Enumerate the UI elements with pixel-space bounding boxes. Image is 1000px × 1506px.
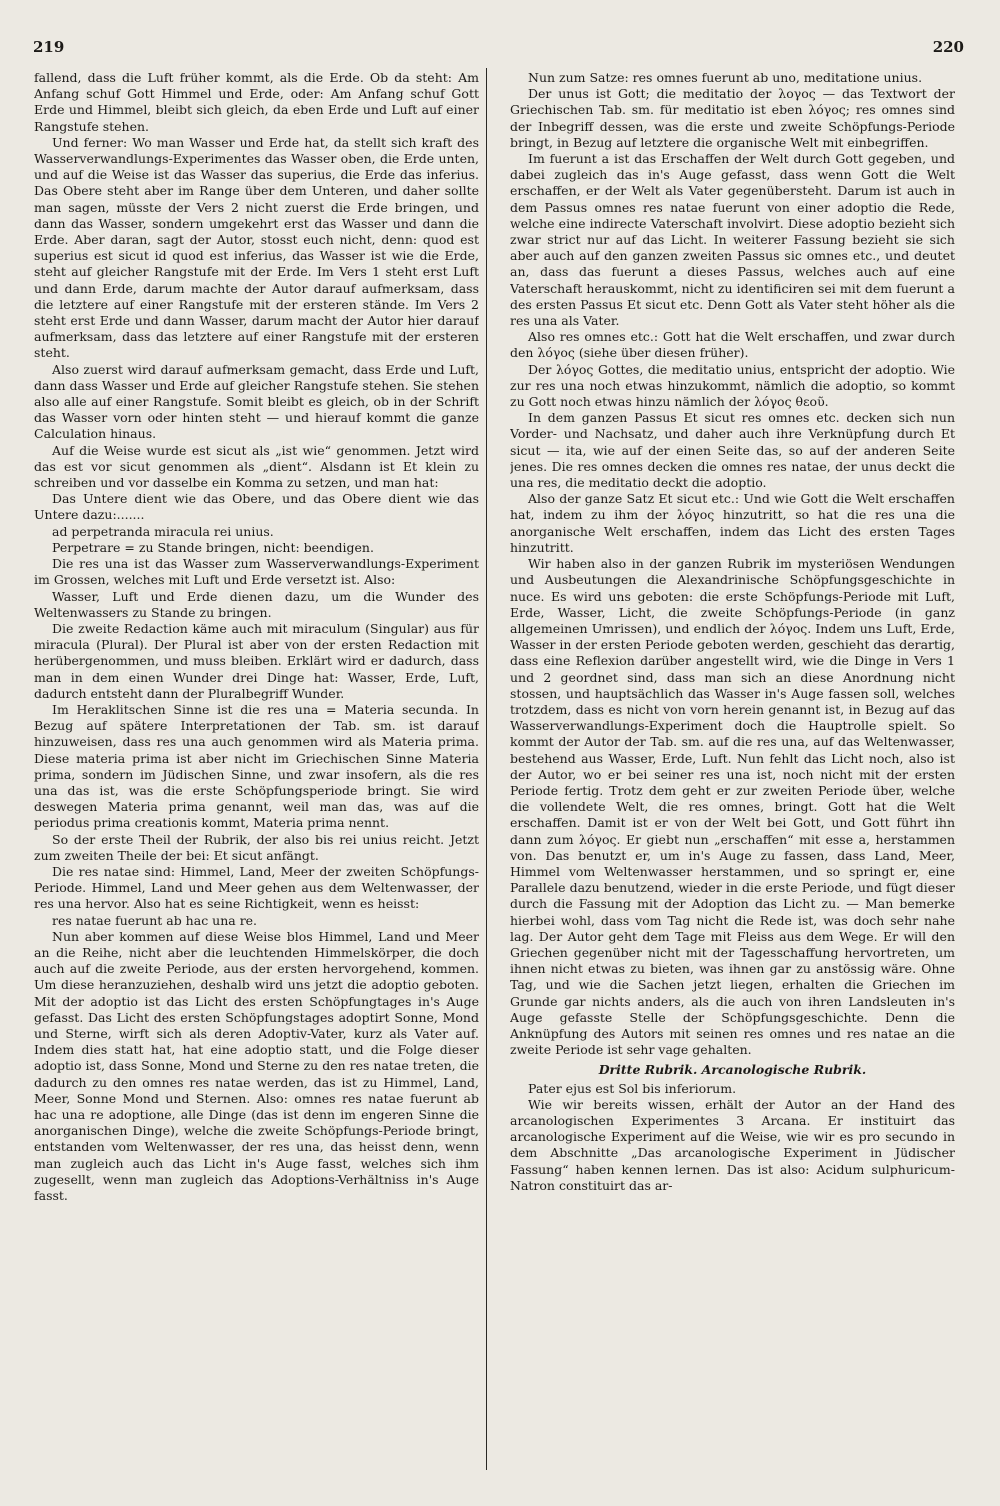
paragraph: Im fuerunt a ist das Erschaffen der Welt durch Gott gegeben, und dabei zugleich das in's Auge gefasst, dass wenn Gott die Welt erschaffen, er der Welt als Vater gegenübersteht. Darum ist auch in dem Passus omnes res natae fuerunt von einer adoptio die Rede, welche eine indirecte Vaterschaft involvirt. Diese adoptio bezieht sich zwar strict nur auf das Licht. In weiterer Fassung bezieht sie sich aber auch auf den ganzen zweiten Passus sic omnes etc., und deutet an, dass das fuerunt a dieses Passus, welches auch auf eine Vaterschaft herauskommt, nicht zu identificiren sei mit dem fuerunt a des ersten Passus Et sicut etc. Denn Gott als Vater steht höher als die res una als Vater.: [510, 151, 955, 329]
paragraph: ad perpetranda miracula rei unius.: [52, 523, 274, 539]
paragraph: Auf die Weise wurde est sicut als „ist wie“ genommen. Jetzt wird das est vor sicut genommen als „dient“. Alsdann ist Et klein zu schreiben und vor dasselbe ein Komma zu setzen, und man hat:: [34, 442, 479, 491]
paragraph: fallend, dass die Luft früher kommt, als die Erde. Ob da steht: Am Anfang schuf Gott Himmel und Erde, oder: Am Anfang schuf Gott Erde und Himmel, bleibt sich gleich, da eben Erde und Luft auf einer Rangstufe stehen.: [34, 70, 479, 134]
page-number-left: 219: [33, 38, 65, 56]
paragraph: Im Heraklitschen Sinne ist die res una = Materia secunda. In Bezug auf spätere Interpretationen der Tab. sm. ist darauf hinzuweisen, dass res una auch genommen wird als Materia prima. Diese materia prima ist aber nicht im Griechischen Sinne Materia prima, sondern im Jüdischen Sinne, und zwar insofern, als die res una das ist, was die erste Schöpfungsperiode bringt. Sie wird deswegen Materia prima genannt, weil man das, was auf die periodus prima creationis kommt, Materia prima nennt.: [34, 701, 479, 831]
paragraph: Wir haben also in der ganzen Rubrik im mysteriösen Wendungen und Ausbeutungen die Alexandrinische Schöpfungsgeschichte in nuce. Es wird uns geboten: die erste Schöpfungs-Periode mit Luft, Erde, Wasser, Licht, die zweite Schöpfungs-Periode (in ganz allgemeinen Umrissen), und endlich der λόγος. Indem uns Luft, Erde, Wasser in der ersten Periode geboten werden, geschieht das derartig, dass eine Reflexion darüber angestellt wird, wie die Dinge in Vers 1 und 2 geordnet sind, dass man sich an diese Anordnung nicht stossen, und hauptsächlich das Wasser in's Auge fassen soll, welches trotzdem, dass es nicht von vorn herein genannt ist, in Bezug auf das Wasserverwandlungs-Experiment doch die Hauptrolle spielt. So kommt der Autor der Tab. sm. auf die res una, auf das Weltenwasser, bestehend aus Wasser, Erde, Luft. Nun fehlt das Licht noch, also ist der Autor, wo er bei seiner res una ist, noch nicht mit der ersten Periode fertig. Trotz dem geht er zur zweiten Periode über, welche die vollendete Welt, die res omnes, bringt. Gott hat die Welt erschaffen. Damit ist er von der Welt bei Gott, und Gott führt ihn dann zum λόγος. Er giebt nun „erschaffen“ mit esse a, herstammen von. Das benutzt er, um in's Auge zu fassen, dass Land, Meer, Himmel vom Weltenwasser herstammen, und so springt er, eine Parallele dazu benutzend, wieder in die erste Periode, und fügt dieser durch die Fassung mit der Adoption das Licht zu. — Man bemerke hierbei wohl, dass vom Tag nicht die Rede ist, was doch sehr nahe lag. Der Autor geht dem Tage mit Fleiss aus dem Wege. Er will den Griechen gegenüber nicht mit der Tagesschaffung hervortreten, um ihnen nicht etwas zu bieten, was ihnen gar zu anstössig wäre. Ohne Tag, und wie die Sachen jetzt liegen, erhalten die Griechen im Grunde gar nichts anders, als die auch von ihren Landsleuten in's Auge gefasste Stelle der Schöpfungsgeschichte. Denn die Anknüpfung des Autors mit seinen res omnes und res natae an die zweite Periode ist sehr vage gehalten.: [510, 556, 955, 1058]
paragraph: Nun aber kommen auf diese Weise blos Himmel, Land und Meer an die Reihe, nicht aber die leuchtenden Himmelskörper, die doch auch auf die zweite Periode, aus der ersten hervorgehend, kommen. Um diese heranzuziehen, deshalb wird uns jetzt die adoptio geboten. Mit der adoptio ist das Licht des ersten Schöpfungtages in's Auge gefasst. Das Licht des ersten Schöpfungstages adoptirt Sonne, Mond und Sterne, wirft sich als deren Adoptiv-Vater, kurz als Vater auf. Indem dies statt hat, hat eine adoptio statt, und die Folge dieser adoptio ist, dass Sonne, Mond und Sterne zu den res natae treten, die dadurch zu den omnes res natae werden, das ist zu Himmel, Land, Meer, Sonne Mond und Sternen. Also: omnes res natae fuerunt ab hac una re adoptione, alle Dinge (das ist denn im engeren Sinne die anorganischen Dinge), welche die zweite Schöpfungs-Periode bringt, entstanden vom Weltenwasser, der res una, das heisst denn, wenn man zugleich auch das Licht in's Auge fasst, welches sich ihm zugesellt, wenn man zugleich das Adoptions-Verhältniss in's Auge fasst.: [34, 928, 479, 1204]
paragraph: Also zuerst wird darauf aufmerksam gemacht, dass Erde und Luft, dann dass Wasser und Erde auf gleicher Rangstufe stehen. Sie stehen also alle auf einer Rangstufe. Somit bleibt es gleich, ob in der Schrift das Wasser vorn oder hinten steht — und hierauf kommt die ganze Calculation hinaus.: [34, 361, 479, 442]
section-heading: Dritte Rubrik. Arcanologische Rubrik.: [598, 1062, 867, 1078]
paragraph: Wasser, Luft und Erde dienen dazu, um die Wunder des Weltenwassers zu Stande zu bringen.: [34, 588, 479, 620]
paragraph: Das Untere dient wie das Obere, und das Obere dient wie das Untere dazu:.......: [34, 491, 479, 523]
paragraph: Also res omnes etc.: Gott hat die Welt erschaffen, und zwar durch den λόγος (siehe über diesen früher).: [510, 329, 955, 361]
paragraph: Und ferner: Wo man Wasser und Erde hat, da stellt sich kraft des Wasserverwandlungs-Experimentes das Wasser oben, die Erde unten, und auf die Weise ist das Wasser das superius, die Erde das inferius. Das Obere steht aber im Range über dem Unteren, und daher sollte man sagen, müsste der Vers 2 nicht zuerst die Erde bringen, und dann das Wasser, sondern umgekehrt erst das Wasser und dann die Erde. Aber daran, sagt der Autor, stosst euch nicht, denn: quod est superius est sicut id quod est inferius, das Wasser ist wie die Erde, steht auf gleicher Rangstufe mit der Erde. Im Vers 1 steht erst Luft und dann Erde, darum machte der Autor darauf aufmerksam, dass die letztere auf einer Rangstufe mit der ersteren stände. Im Vers 2 steht erst Erde und dann Wasser, darum macht der Autor hier darauf aufmerksam, dass das letztere auf einer Rangstufe mit der ersteren steht.: [34, 134, 479, 361]
paragraph: Der λόγος Gottes, die meditatio unius, entspricht der adoptio. Wie zur res una noch etwas hinzukommt, nämlich die adoptio, so kommt zu Gott noch etwas hinzu nämlich der λόγος θεοῦ.: [510, 361, 955, 410]
paragraph: Die res natae sind: Himmel, Land, Meer der zweiten Schöpfungs-Periode. Himmel, Land und Meer gehen aus dem Weltenwasser, der res una hervor. Also hat es seine Richtigkeit, wenn es heisst:: [34, 863, 479, 912]
paragraph: Nun zum Satze: res omnes fuerunt ab uno, meditatione unius.: [528, 70, 923, 85]
page-number-right: 220: [932, 38, 964, 56]
left-column: [34, 70, 479, 1482]
paragraph: In dem ganzen Passus Et sicut res omnes etc. decken sich nun Vorder- und Nachsatz, und daher auch ihre Verknüpfung durch Et sicut — ita, wie auf der einen Seite das, so auf der anderen Seite jenes. Die res omnes decken die omnes res natae, der unus deckt die una res, die meditatio deckt die adoptio.: [510, 410, 955, 491]
paragraph: Pater ejus est Sol bis inferiorum.: [528, 1080, 737, 1096]
paragraph: Die zweite Redaction käme auch mit miraculum (Singular) aus für miracula (Plural). Der Plural ist aber von der ersten Redaction mit herübergenommen, und muss bleiben. Erklärt wird er dadurch, dass man in dem einen Wunder drei Dinge hat: Wasser, Erde, Luft, dadurch entsteht dann der Pluralbegriff Wunder.: [34, 620, 479, 701]
paragraph: Wie wir bereits wissen, erhält der Autor an der Hand des arcanologischen Experimentes 3 Arcana. Er instituirt das arcanologische Experiment auf die Weise, wie wir es pro secundo in dem Abschnitte „Das arcanologische Experiment in Jüdischer Fassung“ haben kennen lernen. Das ist also: Acidum sulphuricum-Natron constituirt das ar-: [510, 1096, 955, 1193]
paragraph: So der erste Theil der Rubrik, der also bis rei unius reicht. Jetzt zum zweiten Theile der bei: Et sicut anfängt.: [34, 831, 479, 863]
paragraph: Der unus ist Gott; die meditatio der λογος — das Textwort der Griechischen Tab. sm. für meditatio ist eben λόγος; res omnes sind der Inbegriff dessen, was die erste und zweite Schöpfungs-Periode bringt, in Bezug auf letztere die organische Welt mit einbegriffen.: [510, 86, 955, 150]
column-divider: [486, 68, 487, 1470]
right-column: [510, 70, 955, 1482]
paragraph: Perpetrare = zu Stande bringen, nicht: beendigen.: [52, 539, 374, 555]
paragraph: Die res una ist das Wasser zum Wasserverwandlungs-Experiment im Grossen, welches mit Luft und Erde versetzt ist. Also:: [34, 556, 479, 588]
paragraph: Also der ganze Satz Et sicut etc.: Und wie Gott die Welt erschaffen hat, indem zu ihm der λόγος hinzutritt, so hat die res una die anorganische Welt erschaffen, indem das Licht des ersten Tages hinzutritt.: [510, 491, 955, 555]
paragraph: res natae fuerunt ab hac una re.: [52, 912, 258, 928]
